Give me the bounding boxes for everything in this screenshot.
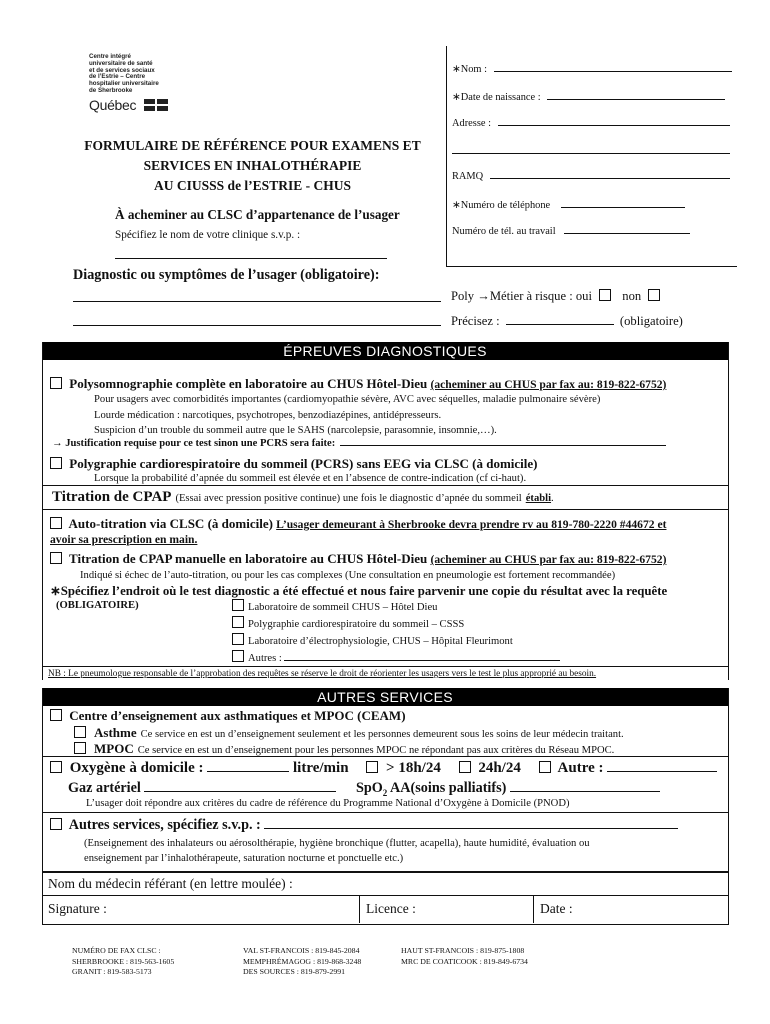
result-option-label: Polygraphie cardiorespiratoire du sommeil – CSSS <box>248 619 465 630</box>
date-field[interactable]: Date : <box>540 901 573 916</box>
result-option <box>232 599 560 616</box>
logo-line: de l’Estrie – Centre <box>89 73 146 81</box>
precisez-row <box>451 314 683 329</box>
divider <box>42 895 728 896</box>
result-obligatoire: (OBLIGATOIRE) <box>56 600 139 611</box>
patient-name-field[interactable] <box>494 71 732 72</box>
phone-label: ∗Numéro de téléphone <box>452 200 551 211</box>
mpoc-desc: Ce service en est un d’enseignement pour les personnes MPOC ne répondant pas aux critères du Réseau MPOC. <box>137 745 615 756</box>
logo-line: hospitalier universitaire <box>89 80 159 88</box>
result-options <box>232 599 560 667</box>
address-row <box>452 118 730 129</box>
footer-line: DES SOURCES : 819-879-2991 <box>243 967 346 976</box>
h24-label: 24h/24 <box>478 760 521 776</box>
cpap-etabli: établi <box>525 493 552 504</box>
asthme-checkbox[interactable] <box>74 726 86 738</box>
psg-criteria-line: Suspicion d’un trouble du sommeil autre que le SAHS (narcolepsie, parasomnie, insomnie,…). <box>94 425 497 436</box>
lab-chus-checkbox[interactable] <box>232 599 244 611</box>
oxygen-title: Oxygène à domicile : <box>69 760 204 776</box>
autres-services-desc-line: (Enseignement des inhalateurs ou aérosolthérapie, hygiène bronchique (flutter, acapella), haute humidité, évaluation ou <box>84 838 590 849</box>
justification-label: → Justification requise pour ce test sinon une PCRS sera faite: <box>52 438 336 449</box>
birthdate-field[interactable] <box>547 99 725 100</box>
footer-col-3 <box>401 946 528 967</box>
result-option <box>232 633 560 650</box>
precisez-label: Précisez : <box>451 314 500 328</box>
diagnostic-field-1[interactable] <box>73 301 441 302</box>
clinic-field[interactable] <box>115 258 387 259</box>
mpoc-label: MPOC <box>94 741 134 756</box>
autres-services-checkbox[interactable] <box>50 818 62 830</box>
logo-line: Centre intégré <box>89 53 131 60</box>
mpoc-checkbox[interactable] <box>74 742 86 754</box>
psg-criteria <box>94 392 600 439</box>
result-location-title: ∗Spécifiez l’endroit où le test diagnostic a été effectué et nous faire parvenir une copie du résultat avec la requête <box>50 584 668 598</box>
nb-note: NB : Le pneumologue responsable de l’approbation des requêtes se réserve le droit de réorienter les usagers vers le test le plus approprié au besoin. <box>48 669 597 679</box>
cpap-subtitle: (Essai avec pression positive continue) une fois le diagnostic d’apnée du sommeil <box>175 493 522 504</box>
auto-titration-note: L’usager demeurant à Sherbrooke devra prendre rv au 819-780-2220 #44672 et <box>276 518 667 531</box>
h18-label: > 18h/24 <box>386 760 441 776</box>
poly-non-label: non <box>622 289 642 303</box>
gaz-label: Gaz artériel <box>68 780 141 796</box>
address-field[interactable] <box>498 125 730 126</box>
footer-line: MRC DE COATICOOK : 819-849-6734 <box>401 956 528 966</box>
result-option <box>232 616 560 633</box>
auto-titration-checkbox[interactable] <box>50 517 62 529</box>
logo-line: universitaire de santé <box>89 59 153 67</box>
pcrs-csss-checkbox[interactable] <box>232 616 244 628</box>
autre-oxy-field[interactable] <box>607 771 717 772</box>
asthme-desc: Ce service en est un d’enseignement seulement et les personnes demeurent sous les soins de leur médecin traitant. <box>140 729 624 740</box>
address-field-2[interactable] <box>452 153 730 154</box>
licence-field[interactable]: Licence : <box>366 901 416 916</box>
cpap-title: Titration de CPAP <box>52 489 172 505</box>
poly-risk-label: Poly →Métier à risque : oui <box>451 289 592 303</box>
logo <box>89 54 209 115</box>
patient-name-row <box>452 63 732 75</box>
result-option <box>232 650 560 667</box>
autre-oxy-label: Autre : <box>557 760 604 776</box>
physician-name-field[interactable]: Nom du médecin référant (en lettre moulée) : <box>48 876 293 891</box>
footer-col-2 <box>243 946 361 978</box>
autres-services-title: Autres services, spécifiez s.v.p. : <box>68 817 261 833</box>
patient-name-label: ∗Nom : <box>452 64 487 75</box>
footer-line: GRANIT : 819-583-5173 <box>72 967 152 976</box>
manual-titration-checkbox[interactable] <box>50 552 62 564</box>
oxygen-note: L’usager doit répondre aux critères du cadre de référence du Programme National d’Oxygène à Domicile (PNOD) <box>86 798 570 809</box>
poly-non-checkbox[interactable] <box>648 289 660 301</box>
footer-line: MEMPHRÉMAGOG : 819-868-3248 <box>243 956 362 966</box>
h24-checkbox[interactable] <box>459 761 471 773</box>
work-phone-label: Numéro de tél. au travail <box>452 226 556 237</box>
h18-checkbox[interactable] <box>366 761 378 773</box>
pcrs-checkbox[interactable] <box>50 457 62 469</box>
auto-titration-row <box>50 516 726 532</box>
ramq-label: RAMQ <box>452 171 484 182</box>
footer-line: NUMÉRO DE FAX CLSC : <box>72 946 161 955</box>
psg-title: Polysomnographie complète en laboratoire au CHUS Hôtel-Dieu <box>69 376 428 391</box>
divider <box>42 485 728 486</box>
poly-oui-checkbox[interactable] <box>599 289 611 301</box>
pcrs-note: Lorsque la probabilité d’apnée du sommeil est élevée et en l’absence de contre-indication (cf ci-haut). <box>94 473 527 484</box>
footer-col-1 <box>72 946 174 978</box>
phone-row <box>452 199 685 211</box>
form-title-line: AU CIUSSS de l’ESTRIE - CHUS <box>154 178 351 193</box>
auto-titration-note-2: avoir sa prescription en main. <box>50 533 198 546</box>
diagnostic-title: Diagnostic ou symptômes de l’usager (obligatoire): <box>73 267 380 283</box>
autre-oxy-checkbox[interactable] <box>539 761 551 773</box>
birthdate-row <box>452 91 725 103</box>
routing-title: À acheminer au CLSC d’appartenance de l’usager <box>115 207 400 222</box>
obligatoire-label: (obligatoire) <box>619 314 683 328</box>
divider <box>42 756 728 757</box>
autres-services-field[interactable] <box>264 828 678 829</box>
footer-line: HAUT ST-FRANCOIS : 819-875-1808 <box>401 946 525 955</box>
divider <box>42 509 728 510</box>
autres-lab-field[interactable] <box>284 660 560 661</box>
psg-criteria-line: Lourde médication : narcotiques, psychotropes, benzodiazépines, antidépresseurs. <box>94 409 442 421</box>
psg-checkbox[interactable] <box>50 377 62 389</box>
justification-field[interactable] <box>340 445 666 446</box>
asthme-label: Asthme <box>94 725 137 740</box>
ceam-title: Centre d’enseignement aux asthmatiques et MPOC (CEAM) <box>69 708 406 723</box>
form-title-line: SERVICES EN INHALOTHÉRAPIE <box>143 158 362 173</box>
result-option-label: Autres : <box>248 653 282 664</box>
autres-lab-checkbox[interactable] <box>232 650 244 662</box>
gaz-field[interactable] <box>144 791 336 792</box>
form-title-line: FORMULAIRE DE RÉFÉRENCE POUR EXAMENS ET <box>84 138 421 153</box>
footer-line: VAL ST-FRANCOIS : 819-845-2084 <box>243 946 360 955</box>
litre-label: litre/min <box>292 760 349 776</box>
oxygen-row <box>50 760 717 777</box>
section-bar-epreuves: ÉPREUVES DIAGNOSTIQUES <box>42 342 728 360</box>
psg-row <box>50 376 666 392</box>
address-label: Adresse : <box>452 118 491 129</box>
ceam-checkbox[interactable] <box>50 709 62 721</box>
result-option-label: Laboratoire d’électrophysiologie, CHUS – Hôpital Fleurimont <box>248 636 513 647</box>
work-phone-field[interactable] <box>564 233 690 234</box>
form-title <box>60 136 445 196</box>
spo2-label: SpO$_2$ AA(soins palliatifs) <box>355 780 507 798</box>
divider <box>42 666 728 667</box>
section-bar-autres: AUTRES SERVICES <box>42 688 728 706</box>
spo2-field[interactable] <box>510 791 660 792</box>
oxygen-flow-field[interactable] <box>207 771 289 772</box>
autres-services-row <box>50 817 678 834</box>
justification-row <box>52 438 666 449</box>
precisez-field[interactable] <box>506 324 614 325</box>
ceam-row <box>50 708 406 724</box>
pcrs-title: Polygraphie cardiorespiratoire du sommeil (PCRS) sans EEG via CLSC (à domicile) <box>69 456 538 471</box>
psg-fax: (acheminer au CHUS par fax au: 819-822-6752) <box>430 378 667 391</box>
logo-line: et de services sociaux <box>89 66 155 74</box>
manual-titration-row <box>50 551 666 567</box>
manual-titration-note: Indiqué si échec de l’auto-titration, ou pour les cas complexes (Une consultation en pneumologie est fortement recommandée) <box>80 570 616 581</box>
divider <box>42 812 728 813</box>
fleur-de-lis-icon <box>143 98 169 115</box>
result-option-label: Laboratoire de sommeil CHUS – Hôtel Dieu <box>248 602 438 613</box>
footer-line: SHERBROOKE : 819-563-1605 <box>72 956 175 966</box>
pcrs-row <box>50 456 537 472</box>
cpap-row: Titration de CPAP (Essai avec pression positive continue) une fois le diagnostic d’apnée du sommeil établi. <box>52 489 554 505</box>
electro-checkbox[interactable] <box>232 633 244 645</box>
logo-line: de Sherbrooke <box>89 86 133 94</box>
poly-risk-row <box>451 289 664 304</box>
autres-services-desc <box>84 836 590 866</box>
diagnostic-field-2[interactable] <box>73 325 441 326</box>
phone-field[interactable] <box>561 207 685 208</box>
auto-titration-title: Auto-titration via CLSC (à domicile) <box>68 516 273 531</box>
ramq-field[interactable] <box>490 178 730 179</box>
manual-titration-title: Titration de CPAP manuelle en laboratoire au CHUS Hôtel-Dieu <box>69 551 428 566</box>
ramq-row <box>452 171 730 182</box>
clinic-label: Spécifiez le nom de votre clinique s.v.p. : <box>115 229 301 241</box>
autres-services-desc-line: enseignement par l’inhalothérapeute, saturation nocturne et ponctuelle etc.) <box>84 853 404 864</box>
work-phone-row <box>452 226 690 237</box>
signature-field[interactable]: Signature : <box>48 901 107 916</box>
birthdate-label: ∗Date de naissance : <box>452 92 541 103</box>
divider <box>359 896 360 923</box>
divider <box>533 896 534 923</box>
psg-criteria-line: Pour usagers avec comorbidités importantes (cardiomyopathie sévère, AVC avec séquelles, maladie pulmonaire sévère) <box>94 394 601 405</box>
oxygen-checkbox[interactable] <box>50 761 62 773</box>
manual-titration-fax: (acheminer au CHUS par fax au: 819-822-6752) <box>430 553 667 566</box>
quebec-wordmark: Québec <box>89 96 137 113</box>
gaz-row <box>68 780 660 798</box>
